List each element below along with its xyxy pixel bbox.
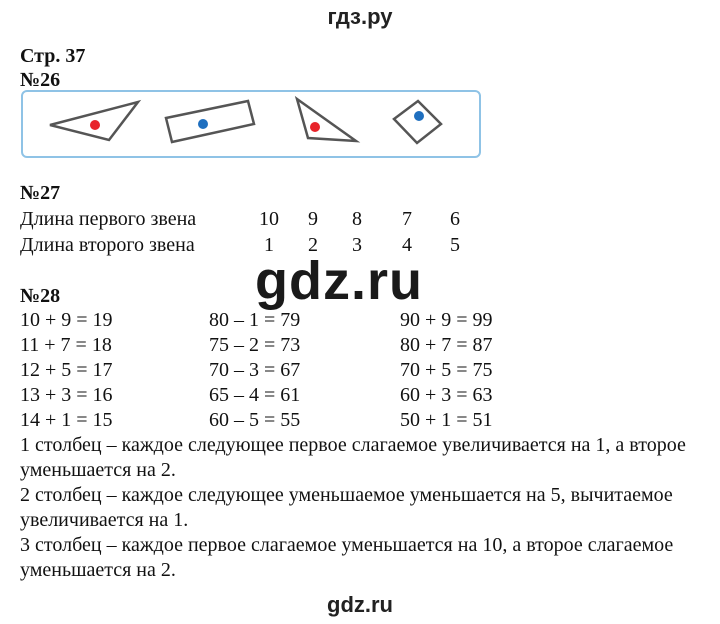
equation: 75 – 2 = 73 [209,334,301,356]
task-26-number: №26 [20,69,61,91]
shapes-figure [23,92,479,156]
square-shape [394,101,441,143]
row-2-value: 4 [402,234,412,256]
equation: 65 – 4 = 61 [209,384,301,406]
equation: 12 + 5 = 17 [20,359,113,381]
site-header: гдз.ру [327,4,393,29]
row-1-value: 8 [352,208,362,230]
row-1-value: 7 [402,208,412,230]
equation: 11 + 7 = 18 [20,334,112,356]
watermark: gdz.ru [255,251,423,311]
equation: 14 + 1 = 15 [20,409,113,431]
page-reference: Стр. 37 [20,45,86,67]
equation: 10 + 9 = 19 [20,309,113,331]
explanation-line: 3 столбец – каждое первое слагаемое уменьшается на 10, а второе слагаемое [20,534,674,556]
task-27-number: №27 [20,182,61,204]
equation: 13 + 3 = 16 [20,384,113,406]
row-1-value: 9 [308,208,318,230]
row-1-value: 10 [259,208,279,230]
explanation-line: 2 столбец – каждое следующее уменьшаемое уменьшается на 5, вычитаемое [20,484,673,506]
equation: 80 + 7 = 87 [400,334,493,356]
link-length-row-2-label: Длина второго звена [20,234,195,256]
blue-dot-2 [414,111,424,121]
blue-dot-1 [198,119,208,129]
rectangle-shape [166,101,254,142]
equation: 60 + 3 = 63 [400,384,493,406]
task-28-number: №28 [20,285,61,307]
explanation-line: уменьшается на 2. [20,459,176,481]
equation: 90 + 9 = 99 [400,309,493,331]
row-2-value: 3 [352,234,362,256]
row-2-value: 1 [264,234,274,256]
row-1-value: 6 [450,208,460,230]
explanation-line: увеличивается на 1. [20,509,189,531]
red-dot-2 [310,122,320,132]
equation: 50 + 1 = 51 [400,409,493,431]
shapes-frame [21,90,481,158]
equation: 60 – 5 = 55 [209,409,301,431]
explanation-line: 1 столбец – каждое следующее первое слагаемое увеличивается на 1, а второе [20,434,686,456]
triangle-shape-2 [297,99,356,141]
link-length-row-1-label: Длина первого звена [20,208,197,230]
explanation-line: уменьшается на 2. [20,559,176,581]
row-2-value: 2 [308,234,318,256]
site-footer: gdz.ru [327,592,393,617]
equation: 80 – 1 = 79 [209,309,301,331]
red-dot-1 [90,120,100,130]
equation: 70 + 5 = 75 [400,359,493,381]
equation: 70 – 3 = 67 [209,359,301,381]
row-2-value: 5 [450,234,460,256]
